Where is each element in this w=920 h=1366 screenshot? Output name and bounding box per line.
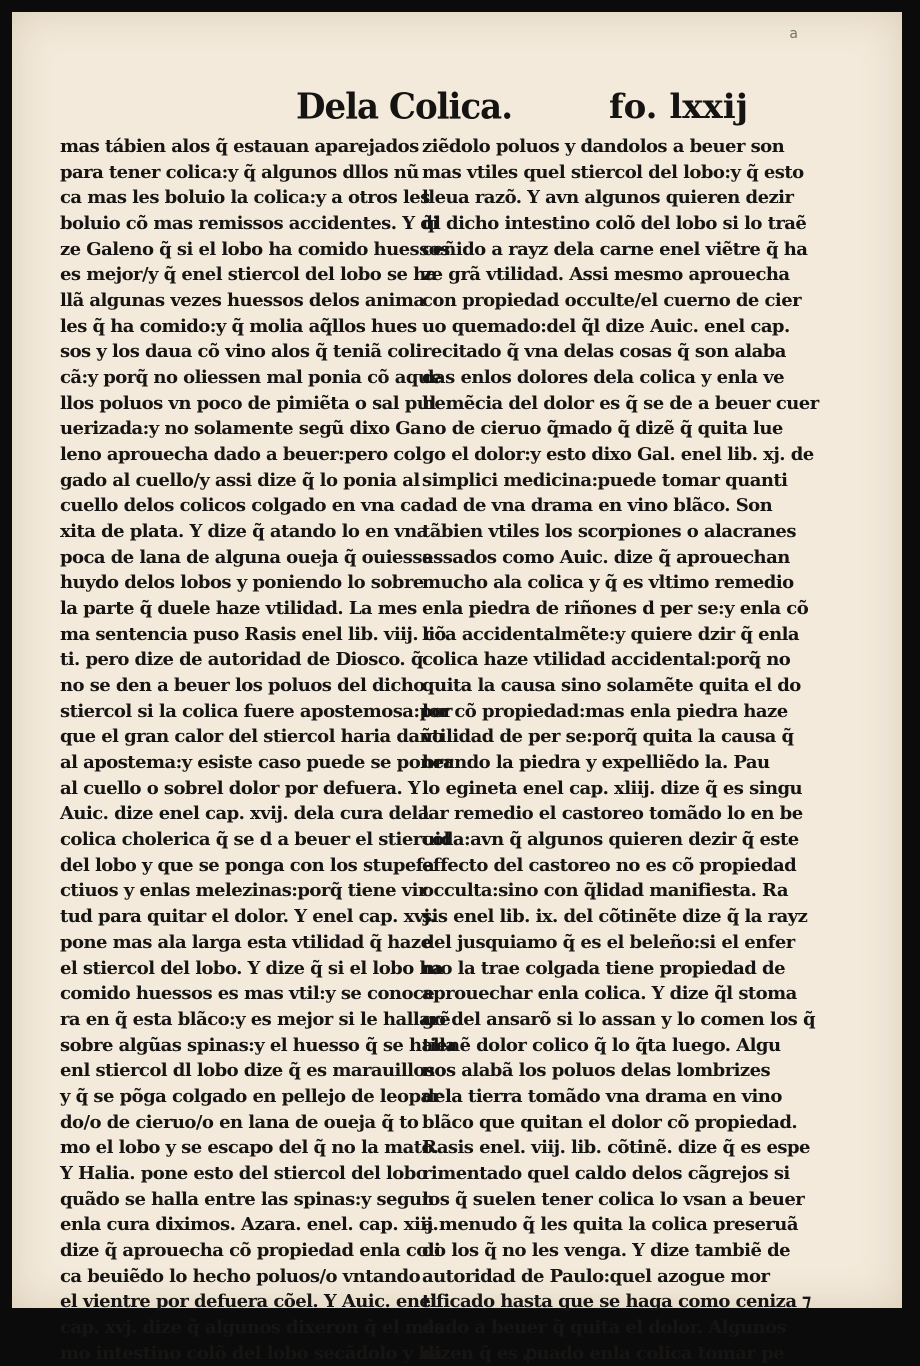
text-line: uerizada:y no solamente segũ dixo Ga [60,418,422,440]
text-line: go del ansarõ si lo assan y lo comen los q̃ [422,1008,815,1030]
text-line: ca beuiẽdo lo hecho poluos/o vntando [60,1265,421,1287]
text-line: lica accidentalmẽte:y quiere dzir q̃ enla [422,623,800,645]
text-line: colica haze vtilidad accidental:porq̃ no [422,649,791,671]
text-line: occulta:sino con q̃lidad manifiesta. Ra [422,880,788,902]
margin-mark: a [789,26,798,42]
text-line: colica cholerica q̃ se d a beuer el stiercol [60,829,450,851]
text-line: al cuello o sobrel dolor por defuera. Y [60,777,421,799]
running-title: Dela Colica. [296,86,513,128]
text-line: no se den a beuer los poluos del dicho [60,675,425,697]
text-line: mas tábien alos q̃ estauan aparejados [60,136,419,157]
text-line: pone mas ala larga esta vtilidad q̃ haze [60,931,432,953]
text-line: dad de vna drama en vino blãco. Son [422,495,773,517]
text-line: a menudo q̃ les quita la colica preseruã [422,1214,798,1236]
text-line: sos y los daua cõ vino alos q̃ teniã coli [60,341,422,363]
text-line: quãdo se halla entre las spinas:y segun [60,1188,435,1210]
text-line: lor cõ propiedad:mas enla piedra haze [422,700,788,722]
text-block [60,84,819,1364]
text-line: mas vtiles quel stiercol del lobo:y q̃ esto [422,161,804,183]
text-line: tud para quitar el dolor. Y enel cap. xvj. [60,906,436,928]
text-line: tãbien vtiles los scorpiones o alacranes [422,521,796,543]
text-line: tificado hasta que se haga como ceniza ⁊ [422,1291,811,1313]
text-line: do/o de cieruo/o en lana de oueja q̃ to [60,1111,419,1133]
text-line: lleua razõ. Y avn algunos quieren dezir [422,187,794,209]
text-line: y q̃ se põga colgado en pellejo de leopar [60,1085,441,1107]
text-line: effecto del castoreo no es cõ propiedad [422,854,797,876]
text-line: ziẽdolo poluos y dandolos a beuer son [422,136,785,157]
text-line: para tener colica:y q̃ algunos dllos nũ [60,161,419,183]
text-line: ti. pero dize de autoridad de Diosco. q̃ [60,649,423,671]
text-line: blãco que quitan el dolor cõ propiedad. [422,1111,798,1133]
text-line: q̃l dicho intestino colõ del lobo si lo traẽ [422,213,807,235]
text-line: Rasis enel. viij. lib. cõtinẽ. dize q̃ es espe [422,1137,810,1159]
text-line: mucho ala colica y q̃ es vltimo remedio [422,572,794,594]
text-line: dela tierra tomãdo vna drama en vino [422,1085,782,1107]
text-line: go el dolor:y esto dixo Gal. enel lib. xj. de [422,444,814,466]
text-line: del jusquiamo q̃ es el beleño:si el enfer [422,931,795,953]
text-line: enla cura diximos. Azara. enel. cap. xiij. [60,1214,439,1236]
text-line: dize q̃ aprouecha cõ propiedad enla coli [60,1239,441,1261]
text-line: vtilidad de per se:porq̃ quita la causa q̃ [422,726,794,748]
text-line: recitado q̃ vna delas cosas q̃ son alaba [422,341,786,363]
text-line: lo egineta enel cap. xliij. dize q̃ es singu [422,777,803,799]
text-line: boluio cõ mas remissos accidentes. Y di [60,213,439,235]
text-line: ceñido a rayz dela carne enel viẽtre q̃ ha [422,238,808,260]
text-line: dizen q̃ es ꝓuado enla colica tomar pe [422,1342,785,1364]
text-line: sobre algũas spinas:y el huesso q̃ se halla [60,1034,457,1056]
text-line: lar remedio el castoreo tomãdo lo en be [422,803,803,825]
page-header [60,84,772,140]
text-line: enla piedra de riñones d per se:y enla cõ [422,598,809,620]
text-line: sis enel lib. ix. del cõtinẽte dize q̃ la rayz [422,906,808,928]
text-line: huydo delos lobos y poniendo lo sobre [60,572,424,594]
text-line: mo intestino colõ del lobo secãdolo y ha [60,1342,442,1364]
text-line: dado a beuer q̃ quita el dolor. Algunos [422,1316,787,1338]
text-line: uida:avn q̃ algunos quieren dezir q̃ este [422,829,799,851]
text-line: autoridad de Paulo:quel azogue mor [422,1265,770,1287]
text-line: no de cieruo q̃mado q̃ dizẽ q̃ quita lue [422,418,783,440]
text-line: uo quemado:del q̃l dize Auic. enel cap. [422,315,790,337]
text-line: simplici medicina:puede tomar quanti [422,469,788,491]
folio-number: fo. lxxij [608,87,748,127]
text-line: ctiuos y enlas melezinas:porq̃ tiene vir [60,880,427,902]
text-line: assados como Auic. dize q̃ aprouechan [422,546,790,568]
text-line: los q̃ suelen tener colica lo vsan a beuer [422,1188,805,1210]
text-line: ra en q̃ esta blãco:y es mejor si le hallarẽ [60,1008,451,1030]
text-line: mo el lobo y se escapo del q̃ no la mato. [60,1137,439,1159]
text-line: ze grã vtilidad. Assi mesmo aprouecha [422,264,790,286]
text-line: del lobo y que se ponga con los stupefa [60,854,435,876]
text-line: gado al cuello/y assi dize q̃ lo ponia al [60,469,420,491]
text-line: al apostema:y esiste caso puede se poner [60,752,453,774]
left-column [60,134,457,1366]
text-line: aprouechar enla colica. Y dize q̃l stoma [422,983,797,1005]
text-line: stiercol si la colica fuere apostemosa:por [60,700,452,722]
text-line: les q̃ ha comido:y q̃ molia aq̃llos hues [60,315,417,337]
text-line: cã:y porq̃ no oliessen mal ponia cõ aque [60,367,442,389]
text-line: leno aprouecha dado a beuer:pero col [60,444,422,466]
text-line: mo la trae colgada tiene propiedad de [422,957,785,979]
text-line: tienẽ dolor colico q̃ lo q̃ta luego. Algu [422,1034,781,1056]
text-line: que el gran calor del stiercol haria daño [60,726,444,748]
text-line: el stiercol del lobo. Y dize q̃ si el lobo ha [60,957,444,979]
text-line: hemẽcia del dolor es q̃ se de a beuer cuer [422,392,819,414]
text-line: poca de lana de alguna oueja q̃ ouiesse [60,546,433,568]
right-column [422,134,819,1366]
text-line: nos alabã los poluos delas lombrizes [422,1060,771,1082]
text-line: enl stiercol dl lobo dize q̃ es marauilloso [60,1060,446,1082]
text-line: quita la causa sino solamẽte quita el do [422,675,801,697]
text-line: llos poluos vn poco de pimiẽta o sal pul [60,392,436,414]
text-line: brando la piedra y expelliẽdo la. Pau [422,752,770,774]
text-line: cap. xvj. dize q̃ algunos dixeron q̃ el mes [60,1316,444,1338]
text-line: es mejor/y q̃ enel stiercol del lobo se ha [60,264,437,286]
text-line: xita de plata. Y dize q̃ atando lo en vna [60,521,428,543]
text-line: Auic. dize enel cap. xvij. dela cura dela [60,803,429,825]
text-line: ze Galeno q̃ si el lobo ha comido huessos [60,238,450,260]
text-line: rimentado quel caldo delos cãgrejos si [422,1162,790,1184]
text-line: ma sentencia puso Rasis enel lib. viij. cõ [60,623,446,645]
text-line: cuello delos colicos colgado en vna ca [60,495,422,517]
text-line: con propiedad occulte/el cuerno de cier [422,290,802,312]
text-line: ca mas les boluio la colica:y a otros les [60,187,430,209]
text-line: llã algunas vezes huessos delos anima [60,290,425,312]
text-line: do los q̃ no les venga. Y dize tambiẽ de [422,1239,791,1261]
text-line: comido huessos es mas vtil:y se conoce [60,983,435,1005]
text-line: la parte q̃ duele haze vtilidad. La mes [60,598,417,620]
text-line: Y Halia. pone esto del stiercol del lobo [60,1162,428,1184]
book-page [12,12,902,1364]
text-line: das enlos dolores dela colica y enla ve [422,367,785,389]
text-line: el vientre por defuera cõel. Y Auic. enel [60,1291,437,1313]
